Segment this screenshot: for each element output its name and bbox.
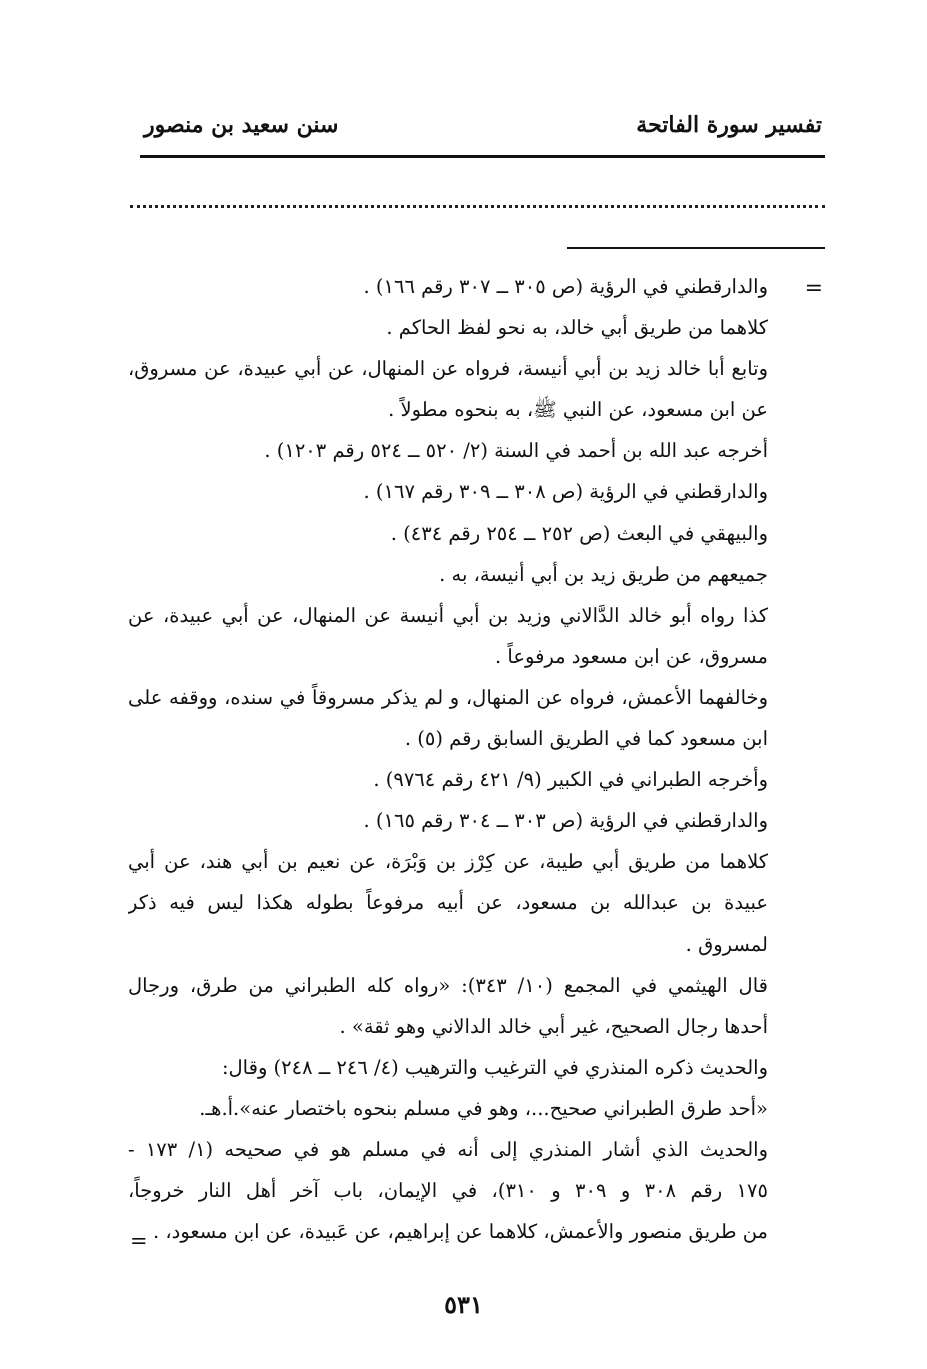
footnote-text — [128, 266, 768, 1252]
text-line: مسروق، عن ابن مسعود مرفوعاً . — [495, 644, 768, 668]
text-line: «أحد طرق الطبراني صحيح...، وهو في مسلم بنحوه باختصار عنه».أ.هـ. — [199, 1096, 768, 1120]
text-line: أخرجه عبد الله بن أحمد في السنة (٢/ ٥٢٠ ــ ٥٢٤ رقم ١٢٠٣) . — [264, 439, 768, 463]
text-line: والحديث الذي أشار المنذري إلى أنه في مسلم هو في صحيحه (١/ ١٧٣ - — [128, 1137, 768, 1161]
text-line: جميعهم من طريق زيد بن أبي أنيسة، به . — [439, 562, 768, 586]
text-line: كلاهما من طريق أبي خالد، به نحو لفظ الحاكم . — [386, 316, 768, 340]
text-line: والدارقطني في الرؤية (ص ٣٠٥ ــ ٣٠٧ رقم ١٦٦) . — [363, 275, 768, 298]
running-header-surah: تفسير سورة الفاتحة — [636, 112, 822, 138]
end-continuation-mark: = — [130, 1229, 148, 1253]
text-line: من طريق منصور والأعمش، كلاهما عن إبراهيم، عن عَبيدة، عن ابن مسعود، . — [152, 1220, 768, 1244]
text-line: وأخرجه الطبراني في الكبير (٩/ ٤٢١ رقم ٩٧٦٤) . — [373, 768, 768, 792]
text-line: ابن مسعود كما في الطريق السابق رقم (٥) . — [404, 727, 768, 751]
text-line: والبيهقي في البعث (ص ٢٥٢ ــ ٢٥٤ رقم ٤٣٤) . — [390, 521, 768, 545]
text-line: عن ابن مسعود، عن النبي ﷺ، به بنحوه مطولاً . — [388, 398, 768, 422]
text-line: والدارقطني في الرؤية (ص ٣٠٣ ــ ٣٠٤ رقم ١٦٥) . — [363, 809, 768, 833]
continuation-mark: = — [804, 276, 823, 301]
text-line: عبيدة بن عبدالله بن مسعود، عن أبيه مرفوعاً بطوله هكذا ليس فيه ذكر — [128, 891, 768, 915]
header-divider — [140, 155, 825, 158]
text-line: ١٧٥ رقم ٣٠٨ و ٣٠٩ و ٣١٠)، في الإيمان، باب آخر أهل النار خروجاً، — [128, 1179, 768, 1203]
text-line: أحدها رجال الصحيح، غير أبي خالد الدالاني وهو ثقة» . — [339, 1014, 768, 1038]
text-line: وتابع أبا خالد زيد بن أبي أنيسة، فرواه عن المنهال، عن أبي عبيدة، عن مسروق، — [128, 357, 768, 381]
text-line: كلاهما من طريق أبي طيبة، عن كِرْز بن وَبْرَة، عن نعيم بن أبي هند، عن أبي — [128, 850, 768, 874]
text-line: قال الهيثمي في المجمع (١٠/ ٣٤٣): «رواه كله الطبراني من طرق، ورجال — [128, 973, 768, 997]
dotted-separator — [130, 205, 825, 208]
text-line: لمسروق . — [685, 932, 768, 956]
text-line: وخالفهما الأعمش، فرواه عن المنهال، و لم يذكر مسروقاً في سنده، ووقفه على — [128, 685, 768, 709]
footnote-divider — [567, 247, 825, 249]
text-line: كذا رواه أبو خالد الدَّالاني وزيد بن أبي أنيسة عن المنهال، عن أبي عبيدة، عن — [128, 603, 768, 627]
running-header-book: سنن سعيد بن منصور — [144, 112, 339, 138]
page-number: ٥٣١ — [444, 1290, 483, 1319]
text-line: والدارقطني في الرؤية (ص ٣٠٨ ــ ٣٠٩ رقم ١٦٧) . — [363, 480, 768, 504]
text-line: والحديث ذكره المنذري في الترغيب والترهيب (٤/ ٢٤٦ ــ ٢٤٨) وقال: — [221, 1055, 768, 1079]
